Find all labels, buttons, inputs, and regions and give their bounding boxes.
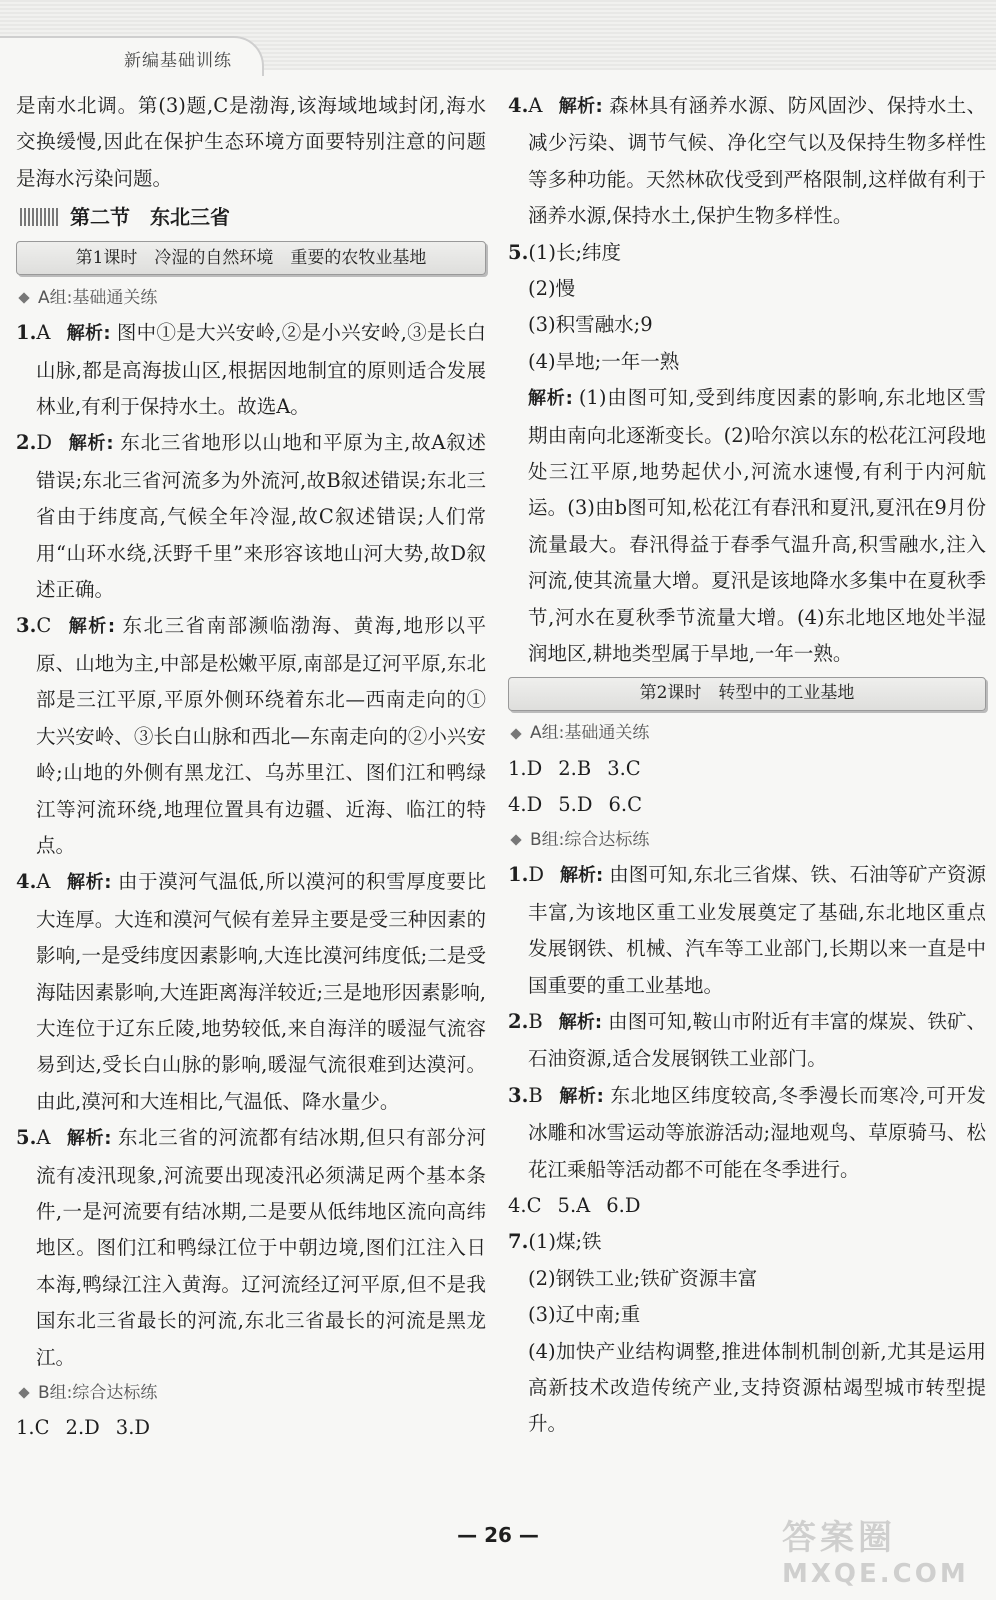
answer-letter: A xyxy=(36,870,51,894)
right-column xyxy=(508,88,986,1443)
question-number: 2. xyxy=(16,431,37,455)
sub-answer: (3)积雪融水;9 xyxy=(528,313,653,337)
question-number-line xyxy=(508,235,986,271)
question-number: 1. xyxy=(16,321,37,345)
analysis-text: 由图可知,鞍山市附近有丰富的煤炭、铁矿、石油资源,适合发展钢铁工业部门。 xyxy=(528,1009,987,1071)
question-item xyxy=(16,608,486,864)
analysis-text: 东北地区纬度较高,冬季漫长而寒冷,可开发冰雕和冰雪运动等旅游活动;湿地观鸟、草原骑马、松花江乘船等活动都不可能在冬季进行。 xyxy=(528,1083,986,1181)
sub-answer: (1)煤;铁 xyxy=(528,1230,602,1254)
answer-item: 3.C xyxy=(607,756,641,780)
page-number: — 26 — xyxy=(457,1523,539,1547)
analysis-text: (1)由图可知,受到纬度因素的影响,东北地区雪期由南向北逐渐变长。(2)哈尔滨以东的松花江河段地处三江平原,地势起伏小,河流水速慢,有利于内河航运。(3)由b图可知,松花江有春汛和夏汛,夏汛在9月份流量最大。春汛得益于春季气温升高,积雪融水,注入河流,使其流量大增。夏汛是该地降水多集中在夏秋季节,河水在夏秋季节流量大增。(4)东北地区地处半湿润地区,耕地类型属于旱地,一年一熟。 xyxy=(528,386,986,666)
analysis-block xyxy=(508,380,986,672)
section-heading xyxy=(16,197,486,237)
analysis-label: 解析: xyxy=(558,1085,604,1107)
question-item xyxy=(508,1078,986,1188)
answer-letter: B xyxy=(528,1009,543,1033)
question-item xyxy=(16,864,486,1120)
group-b-heading xyxy=(508,823,986,857)
analysis-text: 由于漠河气温低,所以漠河的积雪厚度要比大连厚。大连和漠河气候有差异主要是受三种因素的影响,一是受纬度因素影响,大连比漠河纬度低;二是受海陆因素影响,大连距离海洋较近;三是地形因素影响,大连位于辽东丘陵,地势较低,来自海洋的暖湿气流容易到达,受长白山脉的影响,暖湿气流很难到达漠河。由此,漠河和大连相比,气温低、降水量少。 xyxy=(36,870,487,1113)
analysis-label: 解析: xyxy=(528,388,573,410)
sub-answer: (2)钢铁工业;铁矿资源丰富 xyxy=(528,1266,758,1290)
answer-line xyxy=(16,1410,486,1446)
answer-item: 5.A xyxy=(557,1193,591,1217)
analysis-label: 解析: xyxy=(560,865,604,887)
diamond-icon xyxy=(510,728,521,739)
analysis-text: 东北三省的河流都有结冰期,但只有部分河流有凌汛现象,河流要出现凌汛必须满足两个基本条件,一是河流要有结冰期,二是要从低纬地区流向高纬地区。图们江和鸭绿江位于中朝边境,图们江注入日本海,鸭绿江注入黄海。辽河流经辽河平原,但不是我国东北三省最长的河流,东北三省最长的河流是黑龙江。 xyxy=(36,1126,487,1369)
question-number: 4. xyxy=(16,870,37,894)
group-b-heading xyxy=(16,1376,486,1410)
question-number: 3. xyxy=(16,614,37,638)
left-column xyxy=(16,88,486,1446)
answer-letter: A xyxy=(36,1126,51,1150)
diamond-icon xyxy=(510,835,521,846)
question-item xyxy=(508,88,986,235)
watermark-line-1: 答案圈 xyxy=(782,1518,896,1558)
question-number: 5. xyxy=(508,240,529,264)
question-number: 5. xyxy=(16,1126,37,1150)
lesson-banner-1 xyxy=(16,241,486,275)
answer-item: 6.C xyxy=(608,792,643,816)
group-b-label: B组:综合达标练 xyxy=(530,830,650,851)
group-a-label: A组:基础通关练 xyxy=(530,723,650,744)
analysis-label: 解析: xyxy=(66,872,112,894)
sub-answer: (3)辽中南;重 xyxy=(528,1303,641,1327)
question-number: 1. xyxy=(508,863,529,887)
answer-item: 2.B xyxy=(558,756,592,780)
analysis-label: 解析: xyxy=(66,1128,112,1150)
analysis-text: 东北三省地形以山地和平原为主,故A叙述错误;东北三省河流多为外流河,故B叙述错误;东北三省由于纬度高,气候全年冷湿,故C叙述错误;人们常用“山环水绕,沃野千里”来形容该地山河大势,故D叙述正确。 xyxy=(36,431,487,602)
answer-letter: B xyxy=(528,1083,543,1107)
answer-item: 2.D xyxy=(65,1416,100,1439)
diamond-icon xyxy=(18,1387,29,1398)
diamond-icon xyxy=(18,293,29,304)
question-number: 7. xyxy=(508,1230,529,1254)
question-item xyxy=(508,857,986,1004)
group-a-label: A组:基础通关练 xyxy=(38,288,158,309)
section-bars-icon xyxy=(20,208,60,226)
lesson-title: 第2课时 转型中的工业基地 xyxy=(639,683,855,704)
answer-letter: D xyxy=(528,863,544,887)
section-title: 第二节 东北三省 xyxy=(70,205,230,230)
sub-answer: (4)旱地;一年一熟 xyxy=(528,349,680,373)
sub-answer: (1)长;纬度 xyxy=(528,240,622,264)
answer-item: 6.D xyxy=(606,1193,641,1217)
answer-letter: A xyxy=(36,321,51,345)
answer-item: 3.D xyxy=(115,1416,151,1439)
analysis-label: 解析: xyxy=(558,96,603,117)
header-title: 新编基础训练 xyxy=(124,51,232,71)
answer-letter: A xyxy=(528,94,543,117)
answer-line xyxy=(508,1188,986,1224)
analysis-label: 解析: xyxy=(558,1011,603,1033)
analysis-label: 解析: xyxy=(66,323,111,345)
group-b-label: B组:综合达标练 xyxy=(38,1382,158,1403)
sub-answer: (4)加快产业结构调整,推进体制机制创新,尤其是运用高新技术改造传统产业,支持资源枯竭型城市转型提升。 xyxy=(528,1339,986,1436)
answer-line xyxy=(508,787,986,823)
answer-item: 1.C xyxy=(16,1416,50,1439)
page-header xyxy=(0,0,996,70)
group-a-heading xyxy=(508,717,986,751)
question-item xyxy=(16,425,486,608)
question-number-line xyxy=(508,1224,986,1260)
lesson-title: 第1课时 冷湿的自然环境 重要的农牧业基地 xyxy=(75,248,427,269)
watermark-line-2: MXQE.COM xyxy=(782,1559,969,1589)
sub-answer: (2)慢 xyxy=(528,277,576,301)
watermark-logo xyxy=(782,1510,982,1594)
analysis-label: 解析: xyxy=(68,433,114,455)
answer-item: 4.D xyxy=(508,792,543,816)
question-number: 4. xyxy=(508,94,529,117)
analysis-text: 图中①是大兴安岭,②是小兴安岭,③是长白山脉,都是高海拔山区,根据因地制宜的原则适合发展林业,有利于保持水土。故选A。 xyxy=(36,321,486,419)
analysis-text: 森林具有涵养水源、防风固沙、保持水土、减少污染、调节气候、净化空气以及保持生物多样性等多种功能。天然林砍伐受到严格限制,这样做有利于涵养水源,保持水土,保护生物多样性。 xyxy=(528,94,986,228)
answer-item: 5.D xyxy=(558,792,593,816)
answer-line xyxy=(508,751,986,787)
question-item xyxy=(508,1004,986,1078)
analysis-text: 由图可知,东北三省煤、铁、石油等矿产资源丰富,为该地区重工业发展奠定了基础,东北地区重点发展钢铁、机械、汽车等工业部门,长期以来一直是中国重要的重工业基地。 xyxy=(528,863,986,997)
question-item xyxy=(16,1120,486,1376)
answer-item: 4.C xyxy=(508,1193,542,1217)
question-number: 2. xyxy=(508,1009,529,1033)
group-a-heading xyxy=(16,281,486,315)
answer-letter: C xyxy=(36,614,52,638)
analysis-label: 解析: xyxy=(67,616,116,638)
lesson-banner-2 xyxy=(508,677,986,711)
question-number: 3. xyxy=(508,1083,529,1107)
answer-item: 1.D xyxy=(508,756,543,780)
analysis-text: 东北三省南部濒临渤海、黄海,地形以平原、山地为主,中部是松嫩平原,南部是辽河平原,东北部是三江平原,平原外侧环绕着东北—西南走向的①大兴安岭、③长白山脉和西北—东南走向的②小兴安岭;山地的外侧有黑龙江、乌苏里江、图们江和鸭绿江等河流环绕,地理位置具有边疆、近海、临江的特点。 xyxy=(36,614,486,857)
answer-letter: D xyxy=(36,431,52,455)
question-item xyxy=(16,315,486,425)
intro-paragraph: 是南水北调。第(3)题,C是渤海,该海域地域封闭,海水交换缓慢,因此在保护生态环境方面要特别注意的问题是海水污染问题。 xyxy=(16,94,486,190)
